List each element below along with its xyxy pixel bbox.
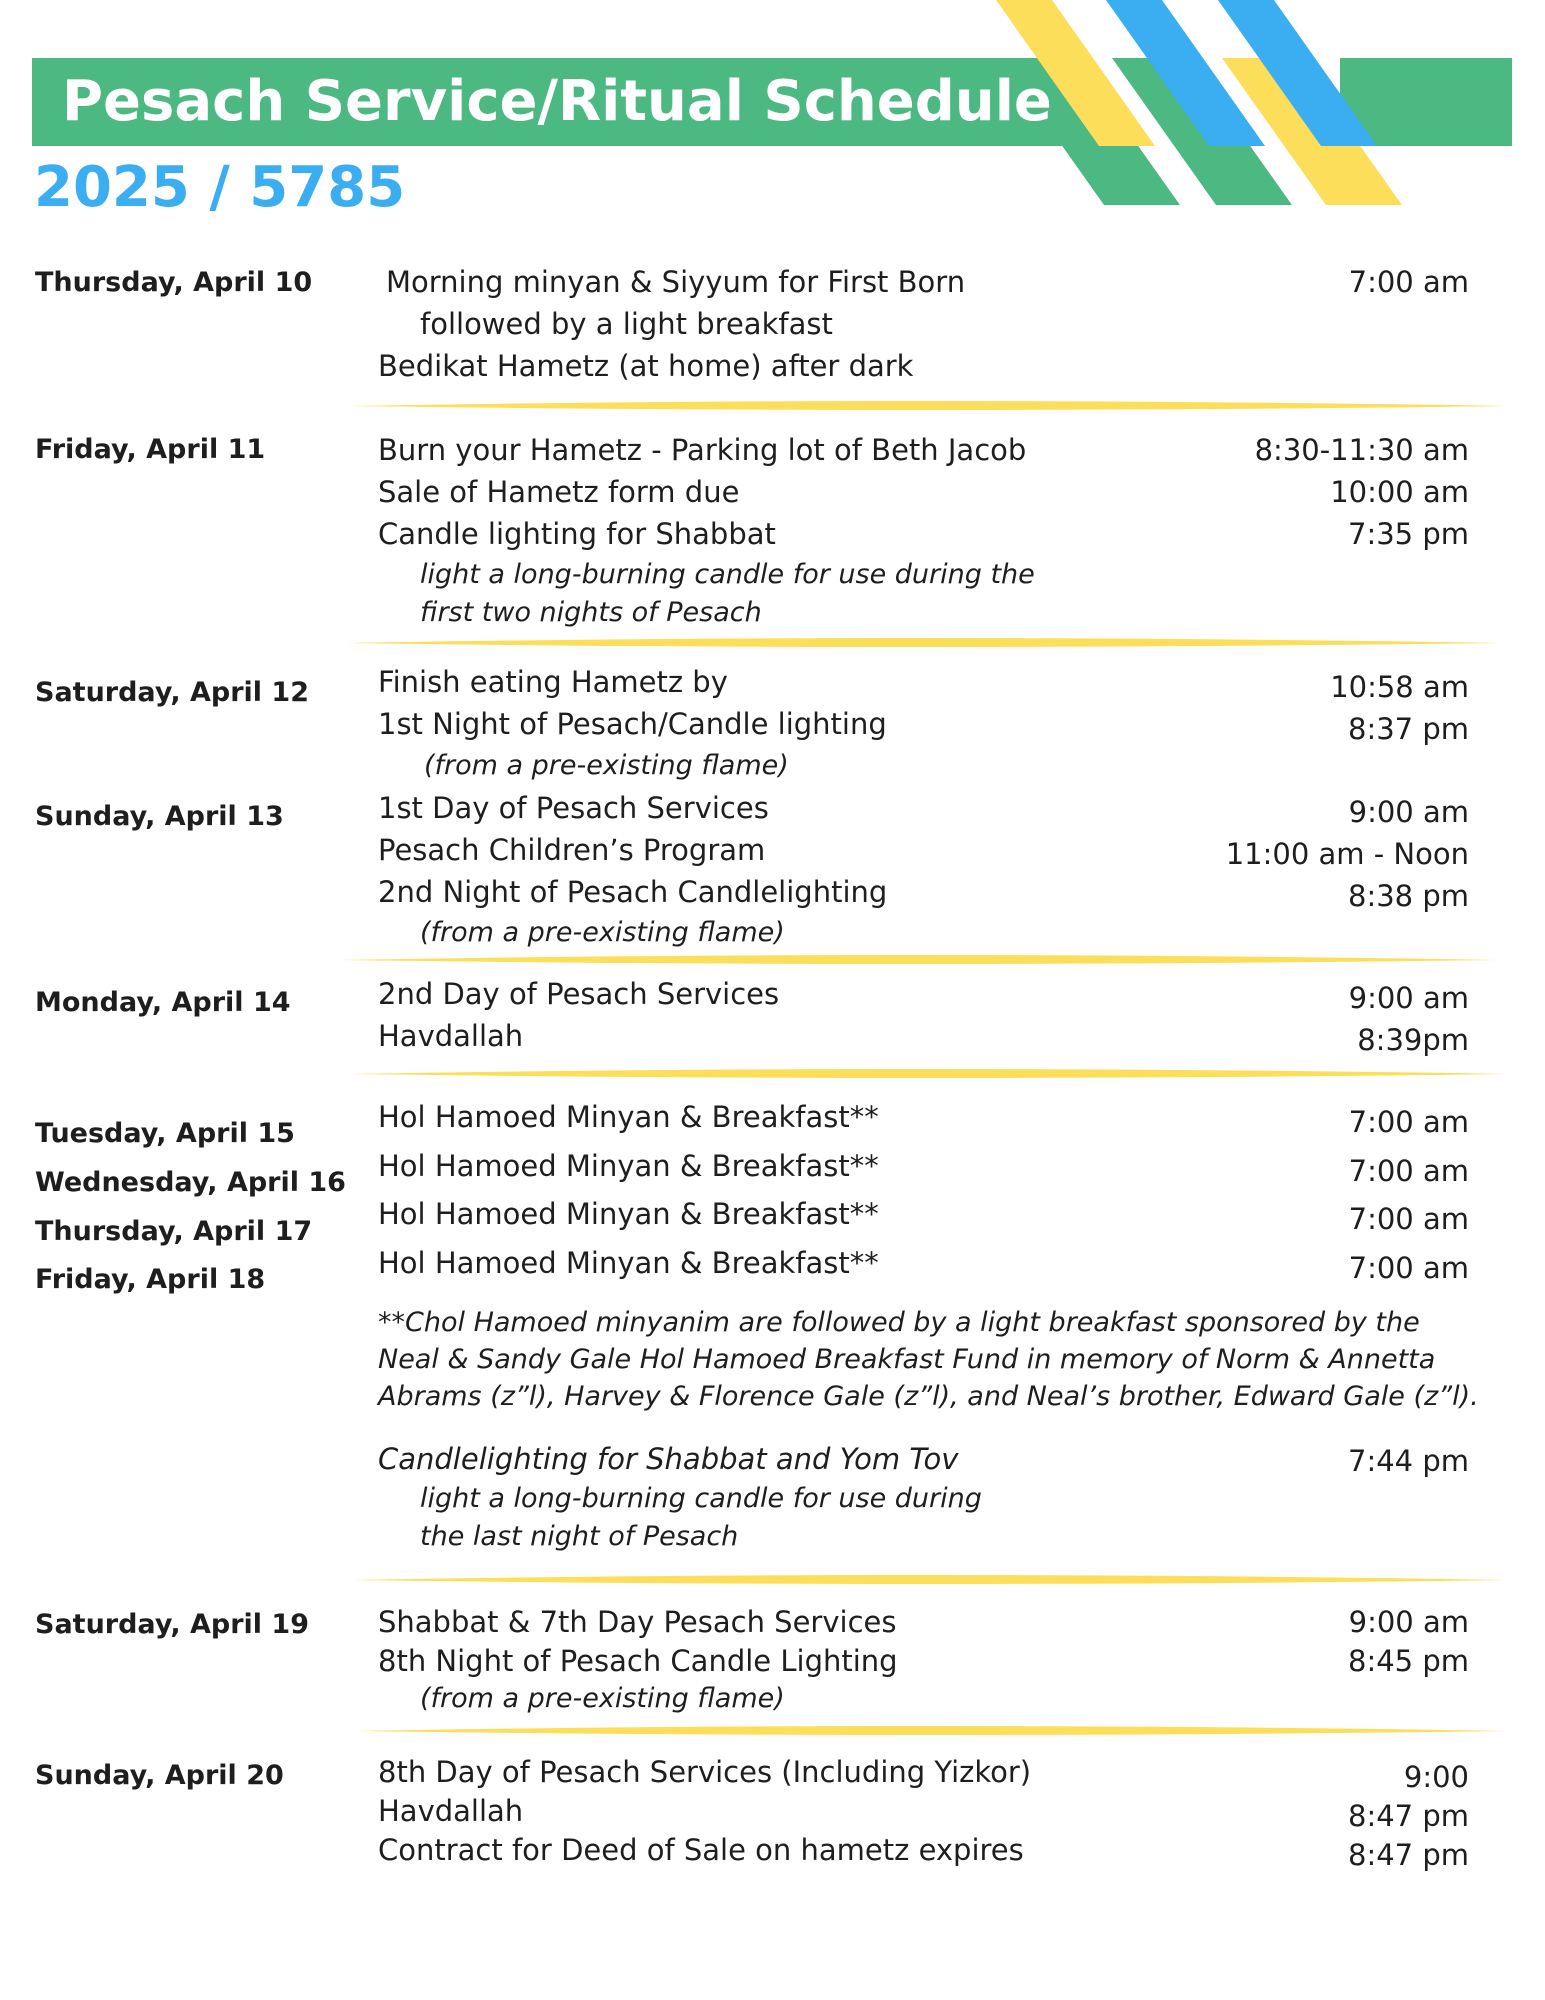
activity: Pesach Children’s Program [378,833,766,867]
day-label: Sunday, April 20 [35,1760,284,1791]
separator-4 [350,1069,1508,1078]
activity: 1st Day of Pesach Services [378,791,769,825]
page-title: Pesach Service/Ritual Schedule [62,69,1052,134]
activity-time: 7:00 am [1348,1202,1469,1236]
activity-time: 8:38 pm [1348,879,1469,913]
day-label: Monday, April 14 [35,987,291,1018]
activity-time: 9:00 [1403,1760,1469,1794]
activity-time: 11:00 am - Noon [1225,837,1469,871]
activity: 1st Night of Pesach/Candle lighting [378,707,887,741]
activity: 2nd Day of Pesach Services [378,977,780,1011]
footnote-line: Abrams (z”l), Harvey & Florence Gale (z”l), and Neal’s brother, Edward Gale (z”l). [378,1381,1479,1412]
activity: Burn your Hametz - Parking lot of Beth Jacob [378,433,1027,467]
separator-5 [354,1575,1510,1584]
day-label: Friday, April 18 [35,1264,266,1295]
day-label: Wednesday, April 16 [35,1167,346,1198]
day-label: Saturday, April 12 [35,677,310,708]
day-label: Tuesday, April 15 [35,1118,295,1149]
separator-3 [340,955,1498,964]
activity-note: light a long-burning candle for use during [420,1483,982,1514]
activity-note: light a long-burning candle for use during the [420,559,1035,590]
activity: 2nd Night of Pesach Candlelighting [378,875,888,909]
day-label: Sunday, April 13 [35,801,284,832]
activity-time: 10:58 am [1330,670,1469,704]
year-heading: 2025 / 5785 [34,155,406,220]
activity-time: 9:00 am [1348,1605,1469,1639]
activity: Shabbat & 7th Day Pesach Services [378,1605,897,1639]
day-label: Thursday, April 17 [35,1216,313,1247]
activity-note: first two nights of Pesach [420,597,762,628]
activity: 8th Night of Pesach Candle Lighting [378,1644,898,1678]
activity: Sale of Hametz form due [378,475,740,509]
activity: Candle lighting for Shabbat [378,517,776,551]
activity: Contract for Deed of Sale on hametz expires [378,1833,1024,1867]
activity-note: (from a pre-existing flame) [420,1683,785,1714]
activity-time: 10:00 am [1330,475,1469,509]
activity-time: 8:47 pm [1348,1799,1469,1833]
activity-time: 8:45 pm [1348,1644,1469,1678]
activity: Hol Hamoed Minyan & Breakfast** [378,1197,879,1231]
activity: Havdallah [378,1019,524,1053]
separator-1 [352,401,1508,410]
activity-time: 8:37 pm [1348,712,1469,746]
activity: Finish eating Hametz by [378,665,728,699]
footnote-line: **Chol Hamoed minyanim are followed by a light breakfast sponsored by the [378,1307,1420,1338]
activity-note: the last night of Pesach [420,1521,739,1552]
activity: Havdallah [378,1794,524,1828]
activity: Bedikat Hametz (at home) after dark [378,349,914,383]
activity-time: 8:30-11:30 am [1254,433,1469,467]
activity: Hol Hamoed Minyan & Breakfast** [378,1246,879,1280]
activity: 8th Day of Pesach Services (Including Yizkor) [378,1755,1032,1789]
day-label: Saturday, April 19 [35,1609,310,1640]
separator-2 [346,638,1502,647]
activity-time: 7:00 am [1348,265,1469,299]
activity: Candlelighting for Shabbat and Yom Tov [378,1442,959,1476]
activity-note: (from a pre-existing flame) [424,750,789,781]
activity-time: 9:00 am [1348,795,1469,829]
activity-time: 9:00 am [1348,981,1469,1015]
activity: Morning minyan & Siyyum for First Born [386,265,966,299]
activity: Hol Hamoed Minyan & Breakfast** [378,1149,879,1183]
activity-time: 7:35 pm [1348,517,1469,551]
breakfast-footnote [378,1304,1479,1415]
activity-time: 7:00 am [1348,1154,1469,1188]
activity-subline: followed by a light breakfast [420,307,833,341]
activity-time: 8:47 pm [1348,1838,1469,1872]
footnote-line: Neal & Sandy Gale Hol Hamoed Breakfast Fund in memory of Norm & Annetta [378,1344,1436,1375]
day-label: Friday, April 11 [35,434,266,465]
activity-time: 7:44 pm [1348,1444,1469,1478]
activity: Hol Hamoed Minyan & Breakfast** [378,1100,879,1134]
activity-time: 8:39pm [1357,1023,1469,1057]
activity-time: 7:00 am [1348,1105,1469,1139]
separator-6 [356,1726,1510,1735]
day-label: Thursday, April 10 [35,267,313,298]
activity-time: 7:00 am [1348,1251,1469,1285]
activity-note: (from a pre-existing flame) [420,917,785,948]
